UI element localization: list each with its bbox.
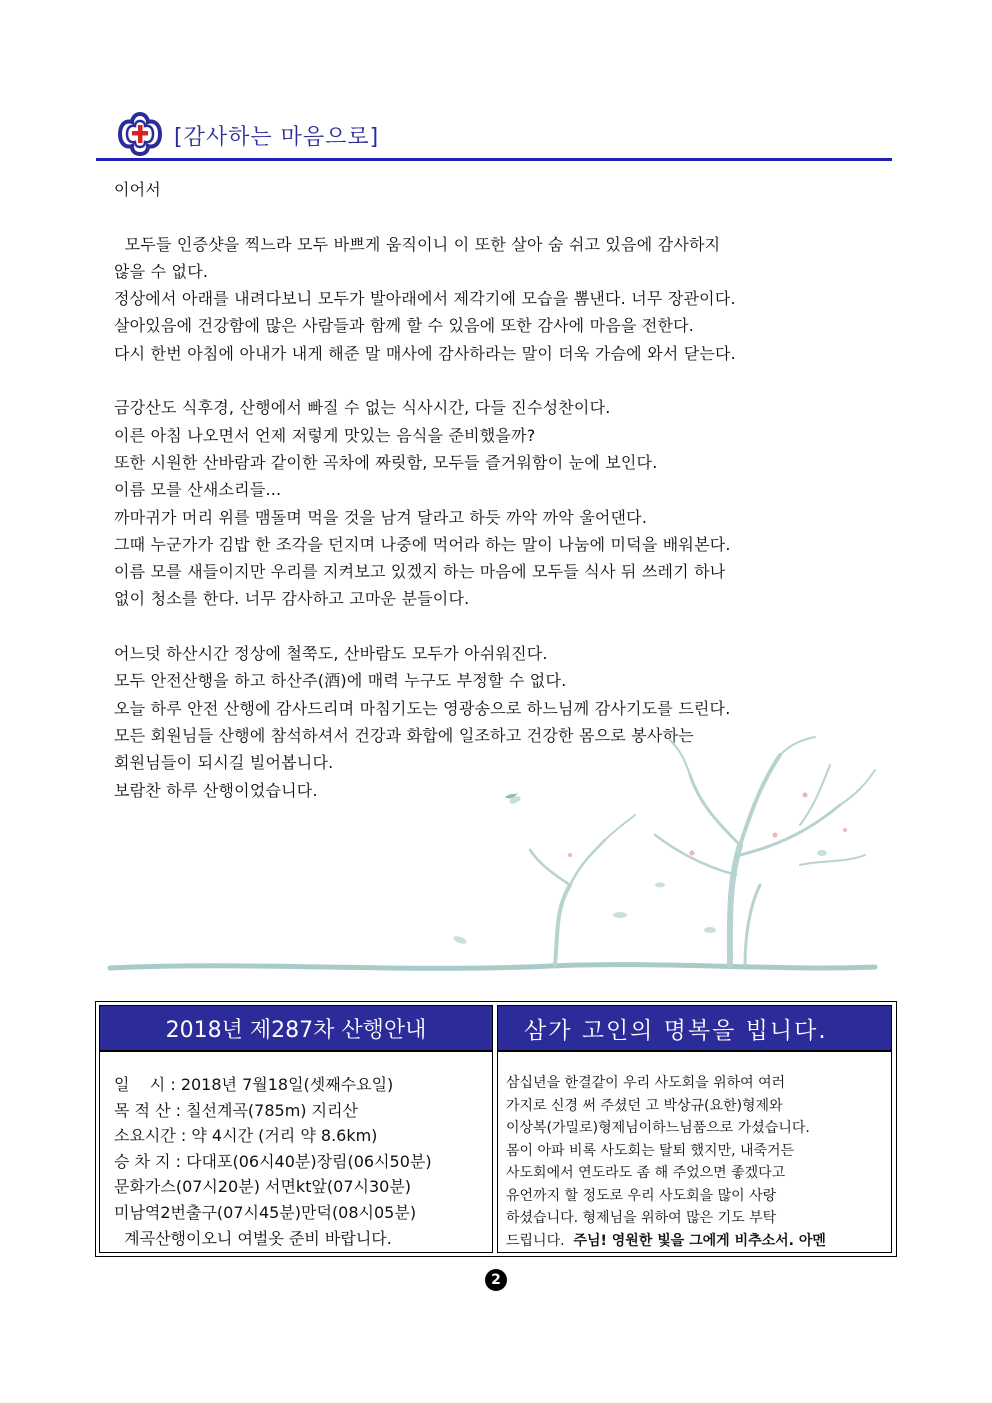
text-line: 이름 모를 산새소리들... <box>114 480 282 500</box>
memorial-box <box>497 1005 892 1253</box>
text-line: 이름 모를 새들이지만 우리를 지켜보고 있겠지 하는 마음에 모두들 식사 뒤 쓰레기 하나 <box>114 562 726 582</box>
schedule-title: 2018년 제287차 산행안내 <box>100 1006 492 1052</box>
text-line: 승 차 지 : 다대포(06시40분)장림(06시50분) <box>114 1151 432 1171</box>
page-header <box>96 112 892 161</box>
text-line: 어느덧 하산시간 정상에 철쭉도, 산바람도 모두가 아쉬워진다. <box>114 644 548 664</box>
text-line: 사도회에서 연도라도 좀 해 주었으면 좋겠다고 <box>506 1165 786 1181</box>
text-line: 또한 시원한 산바람과 같이한 곡차에 짜릿함, 모두들 즐거워함이 눈에 보인다. <box>114 452 658 472</box>
text-line <box>114 613 894 640</box>
text-line: 미남역2번출구(07시45분)만덕(08시05분) <box>114 1202 417 1222</box>
text-line: 삼십년을 한결같이 우리 사도회을 위하여 여러 <box>506 1075 786 1091</box>
info-boxes <box>95 1001 897 1257</box>
schedule-details <box>100 1052 492 1251</box>
text-line: 이어서 <box>114 180 161 199</box>
text-line: 이른 아침 나오면서 언제 저렇게 맛있는 음식을 준비했을까? <box>114 425 536 445</box>
text-line: 유언까지 할 정도로 우리 사도회을 많이 사랑 <box>506 1187 777 1204</box>
text-line: 없이 청소를 한다. 너무 감사하고 고마운 분들이다. <box>114 589 470 609</box>
text-line: 일 시 : 2018년 7월18일(셋째수요일) <box>114 1075 394 1094</box>
text-line: 살아있음에 건강함에 많은 사람들과 함께 할 수 있음에 또한 감사에 마음을 전한다. <box>114 316 695 336</box>
text-line: 목 적 산 : 칠선계곡(785m) 지리산 <box>114 1100 358 1120</box>
text-line: 문화가스(07시20분) 서면kt앞(07시30분) <box>114 1177 412 1197</box>
text-line: 하셨습니다. 형제님을 위하여 많은 기도 부탁 <box>506 1210 777 1226</box>
text-line: 모든 회원님들 산행에 참석하셔서 건강과 화합에 일조하고 건강한 몸으로 봉사하는 <box>114 725 694 745</box>
memorial-last-line: 드립니다. 주님! 영원한 빛을 그에게 비추소서. 아멘 <box>506 1232 826 1249</box>
text-line: 않을 수 없다. <box>114 261 209 281</box>
text-line: 이상복(가밀로)형제님이하느님품으로 가셨습니다. <box>506 1120 810 1136</box>
memorial-text <box>498 1052 891 1252</box>
text-line: 회원님들이 되시길 빌어봅니다. <box>114 753 334 773</box>
text-line <box>114 203 894 230</box>
text-line: 정상에서 아래를 내려다보니 모두가 발아래에서 제각기에 모습을 뽐낸다. 너무 장관이다. <box>114 289 736 309</box>
hiking-schedule-box <box>99 1005 493 1253</box>
text-line: 계곡산행이오니 여벌옷 준비 바랍니다. <box>114 1228 392 1248</box>
text-line: 보람찬 하루 산행이었습니다. <box>114 780 318 800</box>
text-line: 몸이 아파 비록 사도회는 탈퇴 했지만, 내죽거든 <box>506 1142 795 1159</box>
text-line: 까마귀가 머리 위를 맴돌며 먹을 것을 남겨 달라고 하듯 까악 까악 울어댄다. <box>114 507 648 527</box>
article-body <box>114 176 894 804</box>
page-number: 2 <box>485 1269 507 1291</box>
text-line <box>114 367 894 394</box>
text-line: 금강산도 식후경, 산행에서 빠질 수 없는 식사시간, 다들 진수성찬이다. <box>114 398 611 418</box>
memorial-title: 삼가 고인의 명복을 빕니다. <box>498 1006 891 1052</box>
tree-illustration <box>100 735 890 990</box>
text-line: 모두들 인증샷을 찍느라 모두 바쁘게 움직이니 이 또한 살아 숨 쉬고 있음에 감사하지 <box>114 234 721 254</box>
section-title: [감사하는 마음으로] <box>174 125 380 150</box>
text-line: 다시 한번 아침에 아내가 내게 해준 말 매사에 감사하라는 말이 더욱 가슴에 와서 닫는다. <box>114 343 736 363</box>
church-cross-logo-icon <box>118 112 162 156</box>
text-line: 오늘 하루 안전 산행에 감사드리며 마침기도는 영광송으로 하느님께 감사기도를 드린다. <box>114 698 731 718</box>
text-line: 모두 안전산행을 하고 하산주(酒)에 매력 누구도 부정할 수 없다. <box>114 671 567 691</box>
text-line: 그때 누군가가 김밥 한 조각을 던지며 나중에 먹어라 하는 말이 나눔에 미덕을 배워본다. <box>114 534 731 554</box>
text-line: 가지로 신경 써 주셨던 고 박상규(요한)형제와 <box>506 1097 783 1114</box>
text-line: 소요시간 : 약 4시간 (거리 약 8.6km) <box>114 1126 378 1146</box>
